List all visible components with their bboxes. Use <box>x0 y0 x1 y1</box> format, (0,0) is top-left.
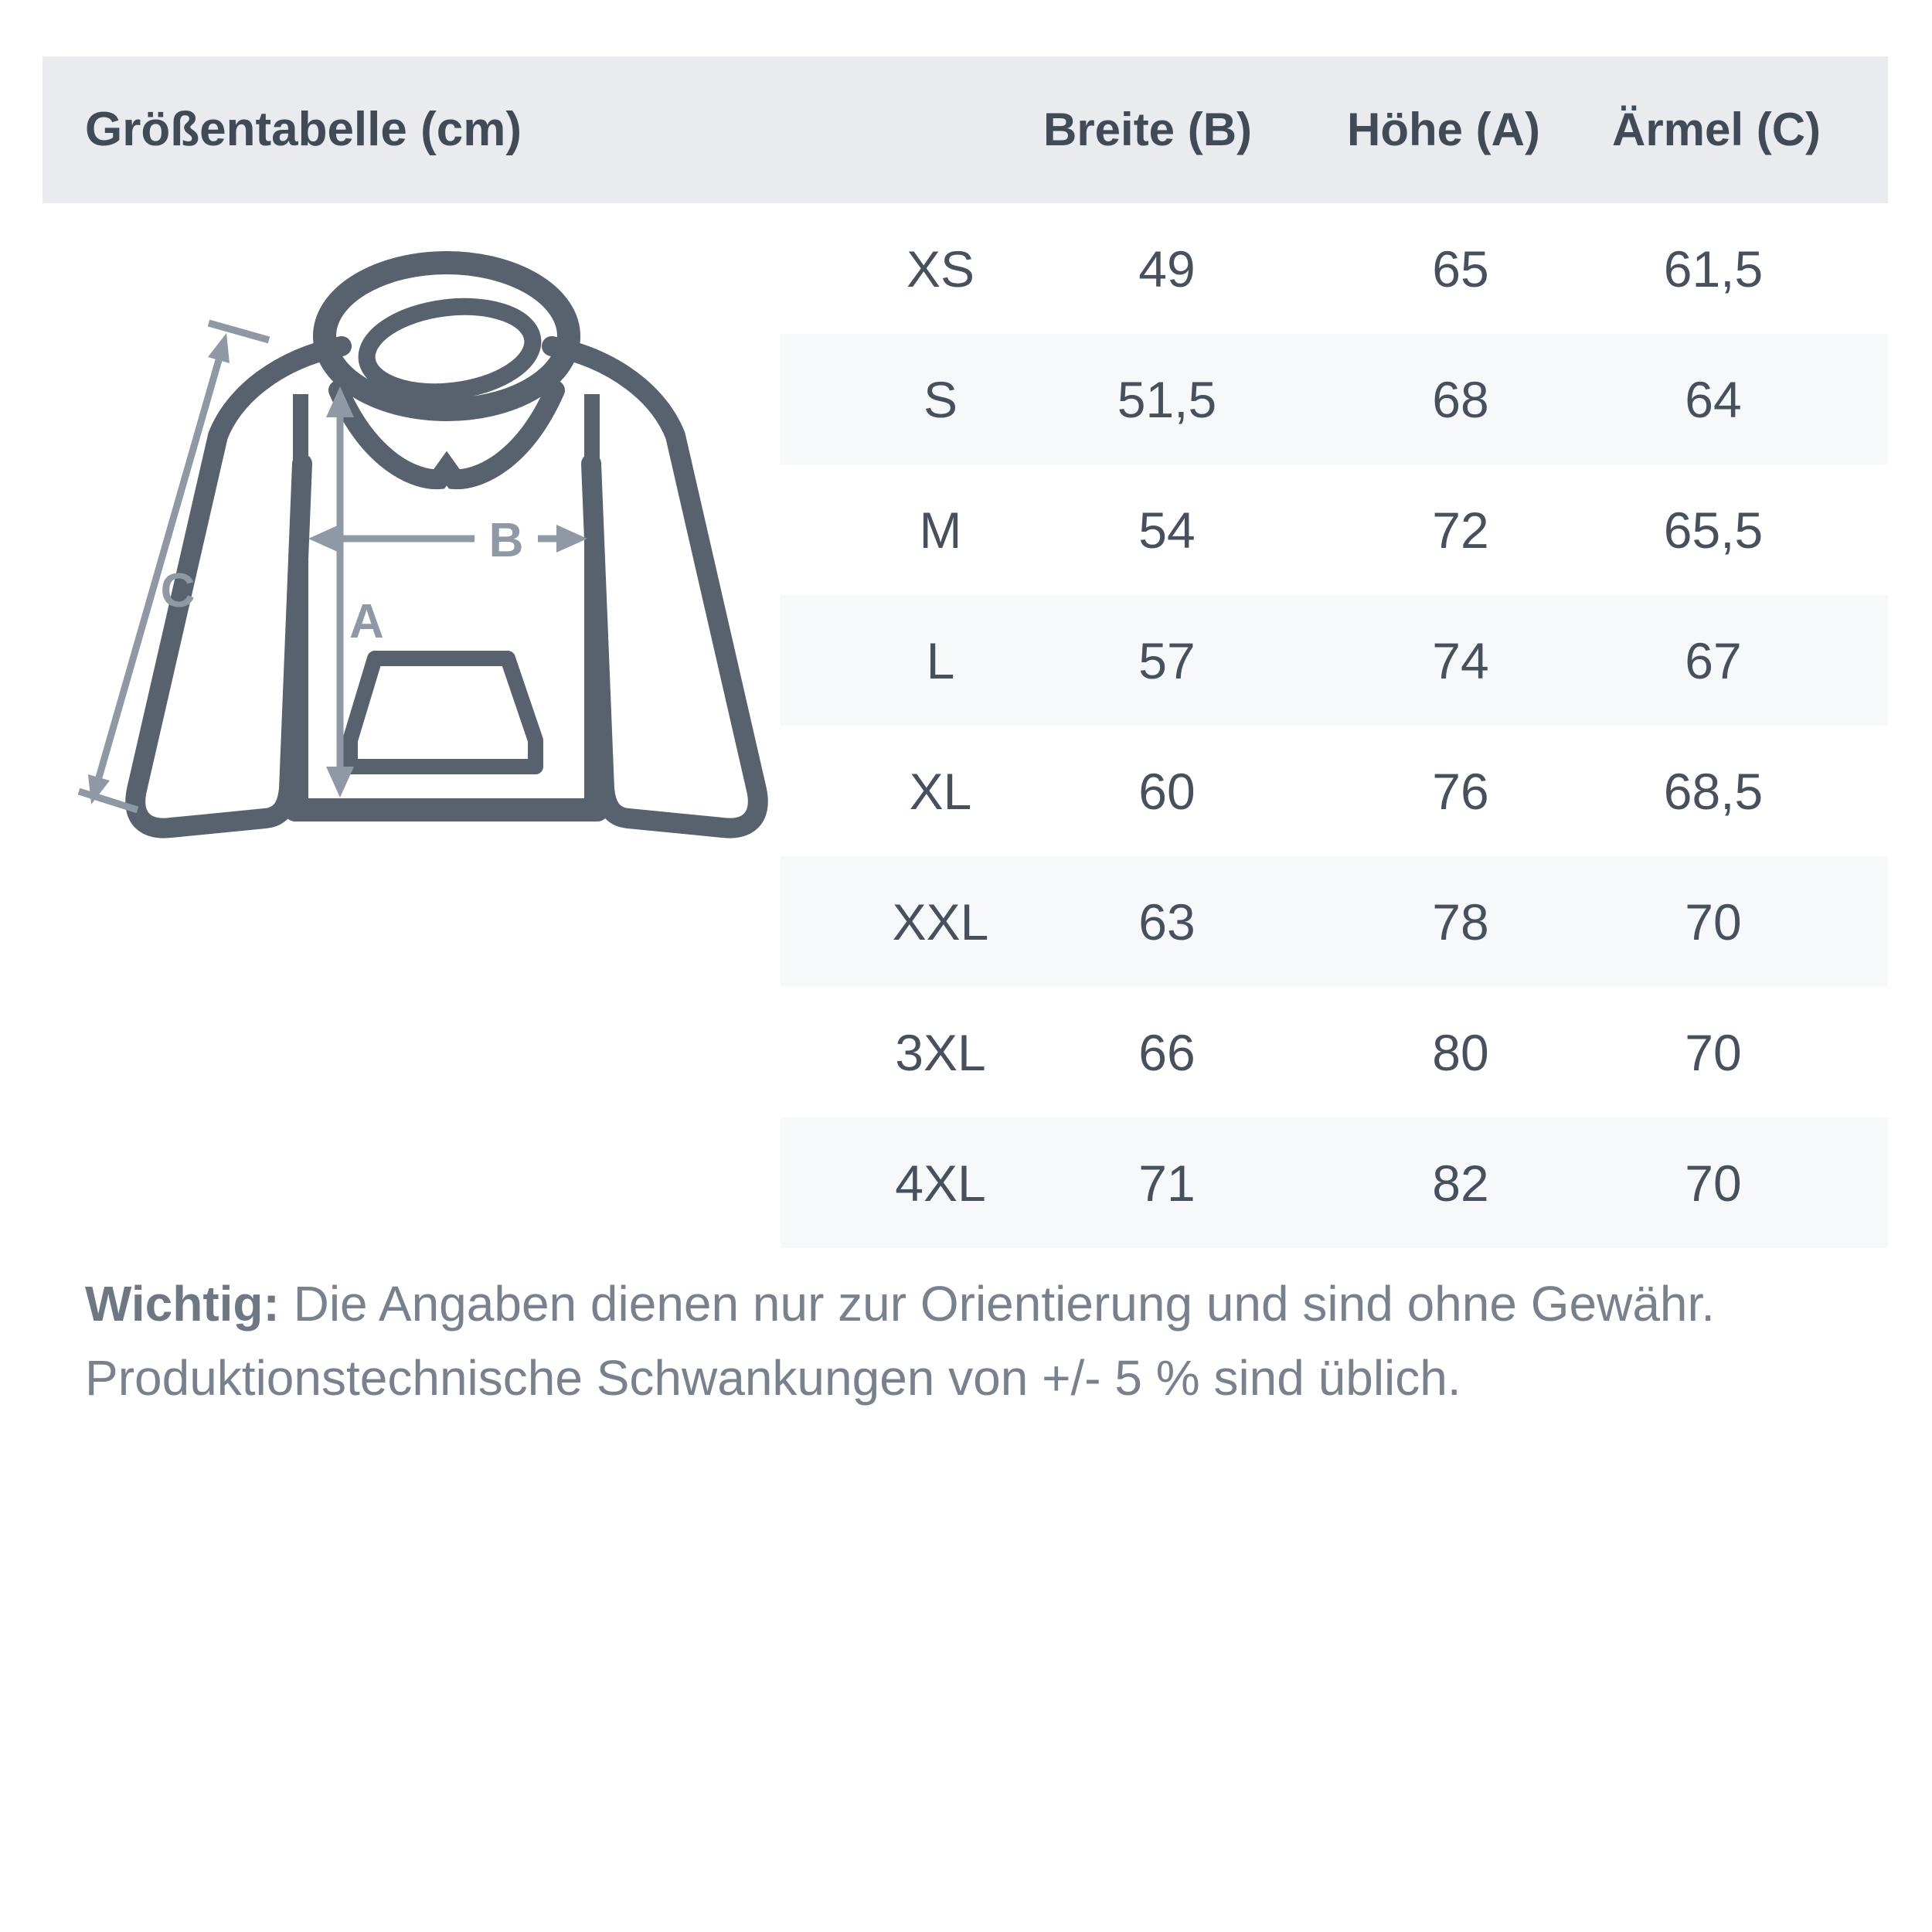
table-row <box>781 856 1888 987</box>
hoehe-value: 74 <box>1432 631 1489 689</box>
table-row <box>781 987 1888 1117</box>
size-label: XXL <box>892 893 989 951</box>
hoehe-value: 78 <box>1432 893 1489 951</box>
breite-value: 71 <box>1138 1154 1196 1212</box>
breite-value: 63 <box>1138 893 1196 951</box>
disclaimer <box>85 1267 1878 1415</box>
column-header-hoehe: Höhe (A) <box>1347 104 1540 155</box>
table-row <box>781 726 1888 856</box>
column-header-breite: Breite (B) <box>1043 104 1253 155</box>
disclaimer-line1-text: Die Angaben dienen nur zur Orientierung und sind ohne Gewähr. <box>279 1276 1716 1332</box>
breite-value: 54 <box>1138 501 1196 559</box>
breite-value: 49 <box>1138 240 1196 298</box>
aermel-value: 68,5 <box>1663 762 1764 820</box>
breite-value: 60 <box>1138 762 1196 820</box>
disclaimer-line2: Produktionstechnische Schwankungen von +/- 5 % sind üblich. <box>85 1350 1461 1406</box>
breite-value: 51,5 <box>1117 370 1217 428</box>
hoehe-value: 76 <box>1432 762 1489 820</box>
sleeve-arrow-tick-top <box>209 323 269 340</box>
table-header-band <box>43 56 1888 203</box>
table-row <box>781 1117 1888 1248</box>
diagram-label-c: C <box>160 564 196 617</box>
size-label: XS <box>906 240 975 298</box>
page-title: Größentabelle (cm) <box>85 103 522 156</box>
aermel-value: 65,5 <box>1663 501 1764 559</box>
hoehe-value: 72 <box>1432 501 1489 559</box>
width-arrow-head-right <box>556 525 587 553</box>
breite-value: 66 <box>1138 1023 1196 1081</box>
size-label: S <box>923 370 958 428</box>
size-label: XL <box>909 762 972 820</box>
disclaimer-label: Wichtig: <box>85 1276 280 1332</box>
size-table <box>781 203 1888 1248</box>
hood-inner-outline <box>362 298 538 401</box>
hoehe-value: 68 <box>1432 370 1489 428</box>
sleeve-arrow-head-top <box>208 333 230 363</box>
breite-value: 57 <box>1138 631 1196 689</box>
pocket-outline <box>350 658 536 767</box>
size-label: M <box>919 501 962 559</box>
right-sleeve-outline <box>552 346 758 828</box>
table-row <box>781 464 1888 595</box>
size-label: 3XL <box>895 1023 986 1081</box>
aermel-value: 64 <box>1685 370 1742 428</box>
height-arrow-head-bottom <box>326 767 354 798</box>
diagram-label-a: A <box>349 595 384 648</box>
column-header-aermel: Ärmel (C) <box>1611 104 1821 155</box>
table-row <box>781 595 1888 726</box>
size-label: L <box>926 631 955 689</box>
aermel-value: 70 <box>1685 1154 1742 1212</box>
table-row <box>781 203 1888 334</box>
hoehe-value: 65 <box>1432 240 1489 298</box>
diagram-label-b: B <box>488 514 524 567</box>
hoodie-measurement-diagram <box>70 209 781 889</box>
width-arrow-head-left <box>308 525 339 553</box>
aermel-value: 70 <box>1685 893 1742 951</box>
aermel-value: 61,5 <box>1663 240 1764 298</box>
table-row <box>781 334 1888 464</box>
hoehe-value: 82 <box>1432 1154 1489 1212</box>
aermel-value: 70 <box>1685 1023 1742 1081</box>
disclaimer-line1 <box>85 1267 1878 1341</box>
aermel-value: 67 <box>1685 631 1742 689</box>
hoehe-value: 80 <box>1432 1023 1489 1081</box>
size-label: 4XL <box>895 1154 986 1212</box>
